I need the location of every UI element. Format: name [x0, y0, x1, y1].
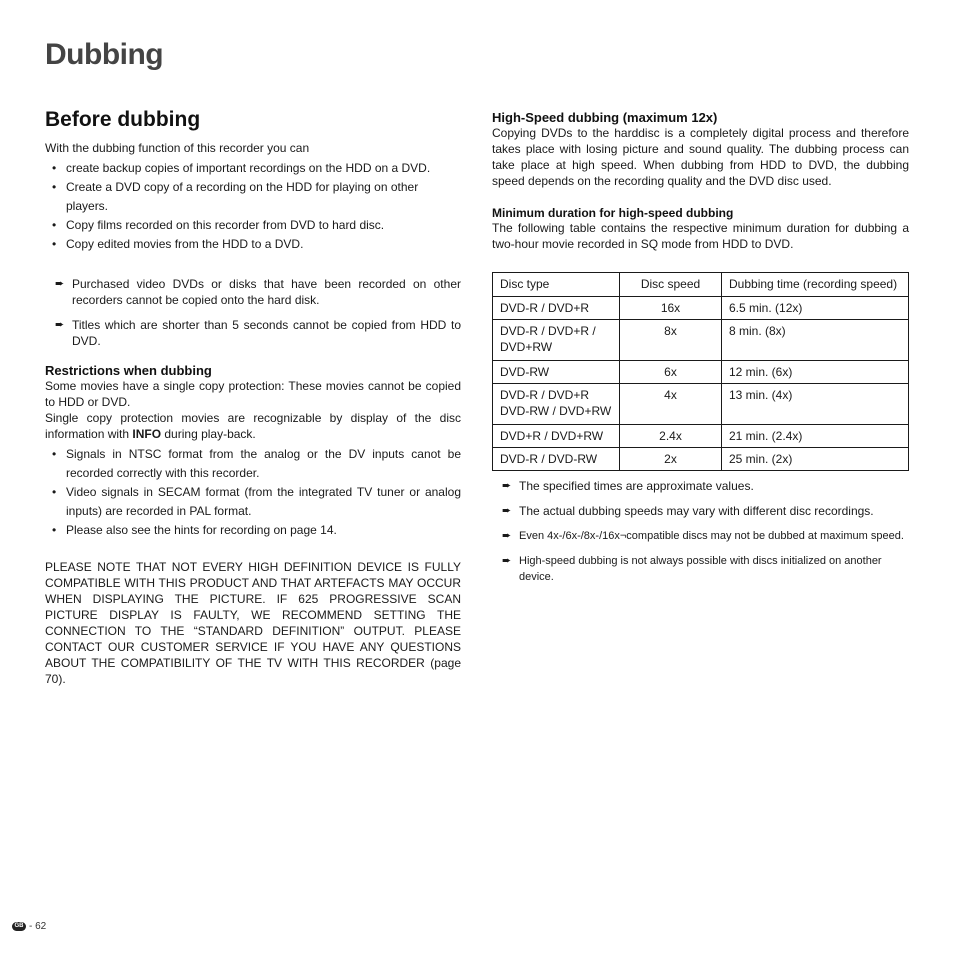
intro-text: With the dubbing function of this recorder you can [45, 141, 310, 155]
cell-disc-speed: 8x [620, 320, 722, 361]
min-duration-para: The following table contains the respective minimum duration for dubbing a two-hour movie recorded in SQ mode from HDD to DVD. [492, 221, 909, 251]
note-initialized-discs [492, 553, 909, 585]
arrow-right-icon: ➨ [55, 278, 65, 290]
cell-disc-type: DVD+R / DVD+RW [493, 425, 620, 448]
min-duration-heading: Minimum duration for high-speed dubbing [492, 206, 734, 220]
column-header-disc-type: Disc type [493, 273, 620, 297]
note-compatible-discs [492, 528, 909, 544]
note-purchased-dvds [45, 276, 461, 308]
restrictions-para-1: Some movies have a single copy protection: These movies cannot be copied to HDD or DVD. [45, 379, 461, 409]
list-item: • Signals in NTSC format from the analog or the DV inputs canot be recorded correctly with this recorder. [45, 445, 461, 483]
arrow-right-icon: ➨ [502, 555, 512, 567]
high-speed-heading: High-Speed dubbing (maximum 12x) [492, 110, 718, 125]
cell-dubbing-time: 8 min. (8x) [722, 320, 909, 361]
column-header-dubbing-time: Dubbing time (recording speed) [722, 273, 909, 297]
column-header-disc-speed: Disc speed [620, 273, 722, 297]
table-row [493, 320, 909, 361]
para-text: during play-back. [161, 427, 256, 441]
arrow-right-icon: ➨ [502, 530, 512, 542]
note-speeds-vary [492, 503, 909, 519]
cell-disc-type: DVD-R / DVD-RW [493, 448, 620, 471]
info-key-label: INFO [132, 427, 162, 441]
table-row [493, 425, 909, 448]
list-item: • Copy edited movies from the HDD to a DVD. [45, 235, 461, 254]
cell-dubbing-time: 6.5 min. (12x) [722, 297, 909, 320]
note-approximate-times [492, 478, 909, 494]
page-number: - 62 [29, 921, 47, 932]
list-item: • Please also see the hints for recording on page 14. [45, 521, 461, 540]
list-item: • create backup copies of important recordings on the HDD on a DVD. [45, 159, 461, 178]
cell-disc-type: DVD-R / DVD+R DVD-RW / DVD+RW [493, 384, 620, 425]
page-title: Dubbing [45, 38, 164, 71]
restrictions-para-2 [45, 410, 461, 442]
note-short-titles [45, 317, 461, 349]
page-footer [12, 921, 46, 932]
para-text: Single copy protection movies are recognizable by display of the disc information with [45, 411, 461, 441]
dubbing-speed-table [492, 272, 909, 471]
cell-dubbing-time: 21 min. (2.4x) [722, 425, 909, 448]
note-text: The specified times are approximate values. [519, 479, 754, 493]
high-speed-para: Copying DVDs to the harddisc is a completely digital process and therefore takes place with losing picture and sound quality. The dubbing process can take place at high speed. When dubbing from HDD to DVD, the dubbing speed depends on the recording quality and the DVD disc used. [492, 126, 909, 188]
cell-disc-speed: 6x [620, 361, 722, 384]
list-item: • Create a DVD copy of a recording on the HDD for playing on other players. [45, 178, 461, 216]
cell-dubbing-time: 13 min. (4x) [722, 384, 909, 425]
table-row [493, 384, 909, 425]
cell-disc-type: DVD-RW [493, 361, 620, 384]
restrictions-heading: Restrictions when dubbing [45, 363, 212, 378]
left-column [45, 108, 461, 687]
cell-dubbing-time: 12 min. (6x) [722, 361, 909, 384]
restrictions-list [45, 445, 461, 540]
arrow-right-icon: ➨ [502, 480, 512, 492]
table-row [493, 297, 909, 320]
list-item: • Copy films recorded on this recorder from DVD to hard disc. [45, 216, 461, 235]
cell-disc-type: DVD-R / DVD+R / DVD+RW [493, 320, 620, 361]
cell-dubbing-time: 25 min. (2x) [722, 448, 909, 471]
cell-disc-speed: 4x [620, 384, 722, 425]
note-text: The actual dubbing speeds may vary with different disc recordings. [519, 504, 874, 518]
cell-disc-speed: 2.4x [620, 425, 722, 448]
compatibility-notice: PLEASE NOTE THAT NOT EVERY HIGH DEFINITION DEVICE IS FULLY COMPATIBLE WITH THIS PRODUCT AND THAT ARTEFACTS MAY OCCUR WHEN DISPLAYING THE PICTURE. IF 625 PROGRESSIVE SCAN PICTURE DISPLAY IS FAULTY, WE RECOMMEND SETTING THE CONNECTION TO THE “STANDARD DEFINITION” OUTPUT. PLEASE CONTACT OUR CUSTOMER SERVICE IF YOU HAVE ANY QUESTIONS ABOUT THE COMPATIBILITY OF THE TV WITH THIS RECORDER (page 70). [45, 560, 461, 686]
note-text: High-speed dubbing is not always possible with discs initialized on another device. [519, 555, 882, 583]
table-header-row [493, 273, 909, 297]
note-text: Purchased video DVDs or disks that have been recorded on other recorders cannot be copied onto the hard disk. [72, 277, 461, 307]
table-row [493, 361, 909, 384]
arrow-right-icon: ➨ [55, 319, 65, 331]
before-dubbing-heading: Before dubbing [45, 108, 201, 131]
note-text: Titles which are shorter than 5 seconds cannot be copied from HDD to DVD. [72, 318, 461, 348]
cell-disc-speed: 2x [620, 448, 722, 471]
country-badge-icon: GB [12, 922, 26, 931]
dubbing-function-list [45, 159, 461, 254]
list-item: • Video signals in SECAM format (from the integrated TV tuner or analog inputs) are recorded in PAL format. [45, 483, 461, 521]
right-column [492, 110, 909, 585]
cell-disc-speed: 16x [620, 297, 722, 320]
note-text: Even 4x-/6x-/8x-/16x¬compatible discs may not be dubbed at maximum speed. [519, 530, 904, 542]
cell-disc-type: DVD-R / DVD+R [493, 297, 620, 320]
table-row [493, 448, 909, 471]
arrow-right-icon: ➨ [502, 505, 512, 517]
